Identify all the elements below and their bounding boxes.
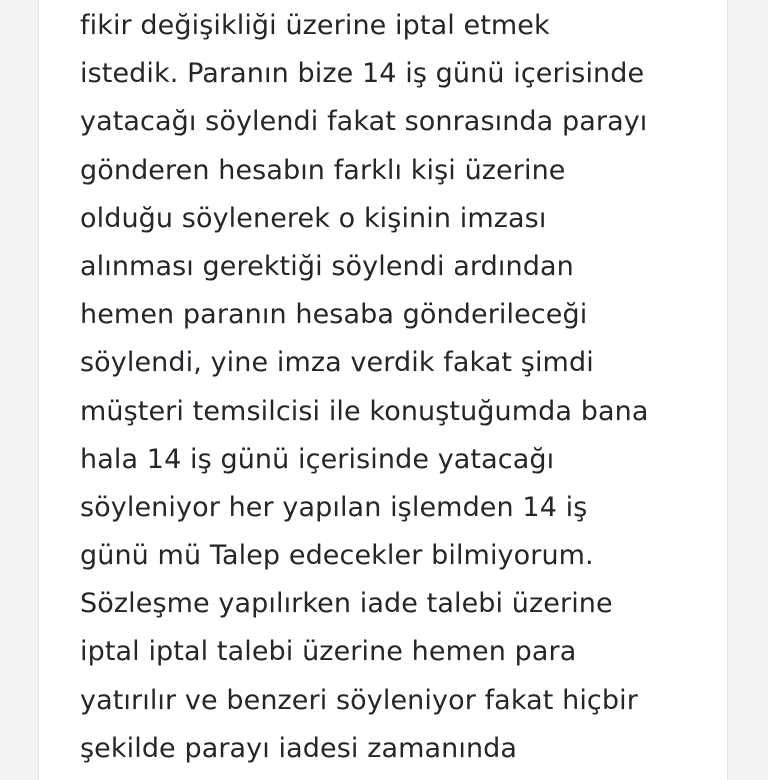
- complaint-line: hala 14 iş günü içerisinde yatacağı: [80, 443, 555, 475]
- complaint-text: [80, 2, 730, 773]
- complaint-line: Sözleşme yapılırken iade talebi üzerine: [80, 588, 613, 620]
- complaint-line: olduğu söylenerek o kişinin imzası: [80, 202, 547, 234]
- complaint-line: söylendi, yine imza verdik fakat şimdi: [80, 347, 594, 379]
- complaint-line: hemen paranın hesaba gönderileceği: [80, 299, 588, 331]
- complaint-line: istedik. Paranın bize 14 iş günü içerisinde: [80, 58, 645, 90]
- complaint-line: müşteri temsilcisi ile konuştuğumda bana: [80, 395, 649, 427]
- complaint-line: yatırılır ve benzeri söyleniyor fakat hiçbir: [80, 684, 638, 716]
- complaint-line: iptal iptal talebi üzerine hemen para: [80, 636, 577, 668]
- complaint-line: yatacağı söylendi fakat sonrasında parayı: [80, 106, 648, 138]
- complaint-line: şekilde parayı iadesi zamanında: [80, 732, 518, 764]
- complaint-line: fikir değişikliği üzerine iptal etmek: [80, 10, 550, 41]
- complaint-line: alınması gerektiği söylendi ardından: [80, 250, 574, 282]
- scroll-area[interactable]: [760, 0, 768, 768]
- complaint-line: günü mü Talep edecekler bilmiyorum.: [80, 540, 594, 572]
- complaint-line: gönderen hesabın farklı kişi üzerine: [80, 154, 566, 186]
- complaint-line: söyleniyor her yapılan işlemden 14 iş: [80, 491, 588, 523]
